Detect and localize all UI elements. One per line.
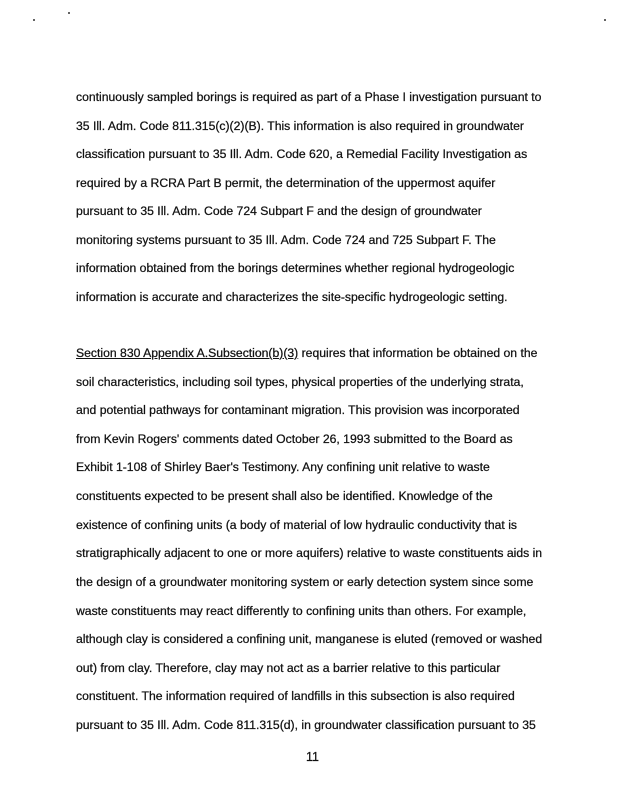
text-span: requires that information be obtained on the <box>298 346 538 360</box>
text-line: stratigraphically adjacent to one or more aquifers) relative to waste constituents aids in <box>76 546 543 560</box>
text-line: monitoring systems pursuant to 35 Ill. Adm. Code 724 and 725 Subpart F. The <box>76 233 496 247</box>
text-line: information obtained from the borings determines whether regional hydrogeologic <box>76 261 515 275</box>
text-line: classification pursuant to 35 Ill. Adm. Code 620, a Remedial Facility Investigation as <box>76 147 528 161</box>
text-line: and potential pathways for contaminant migration. This provision was incorporated <box>76 403 520 417</box>
text-line: pursuant to 35 Ill. Adm. Code 811.315(d), in groundwater classification pursuant to 35 <box>76 718 536 732</box>
text-line: existence of confining units (a body of material of low hydraulic conductivity that is <box>76 518 518 532</box>
section-reference: Section 830 Appendix A.Subsection(b)(3) <box>76 346 299 360</box>
text-line: constituents expected to be present shall also be identified. Knowledge of the <box>76 489 493 503</box>
text-line: Exhibit 1-108 of Shirley Baer's Testimony. Any confining unit relative to waste <box>76 460 490 474</box>
text-line: required by a RCRA Part B permit, the determination of the uppermost aquifer <box>76 176 496 190</box>
text-line: continuously sampled borings is required as part of a Phase I investigation pursuant to <box>76 90 542 104</box>
text-line: 35 Ill. Adm. Code 811.315(c)(2)(B). This information is also required in groundwater <box>76 119 524 133</box>
scan-speck <box>68 12 70 14</box>
text-line: information is accurate and characterizes the site-specific hydrogeologic setting. <box>76 290 508 304</box>
text-line: soil characteristics, including soil types, physical properties of the underlying strata, <box>76 375 524 389</box>
text-line <box>76 346 537 360</box>
page-number: 11 <box>306 750 319 764</box>
text-line: pursuant to 35 Ill. Adm. Code 724 Subpart F and the design of groundwater <box>76 204 482 218</box>
scan-speck <box>604 19 606 21</box>
text-line: the design of a groundwater monitoring system or early detection system since some <box>76 575 534 589</box>
text-line: waste constituents may react differently to confining units than others. For example, <box>76 604 527 618</box>
text-line: constituent. The information required of landfills in this subsection is also required <box>76 689 515 703</box>
text-line: out) from clay. Therefore, clay may not act as a barrier relative to this particular <box>76 661 501 675</box>
scan-speck <box>33 19 35 21</box>
text-line: from Kevin Rogers' comments dated October 26, 1993 submitted to the Board as <box>76 432 513 446</box>
text-line: although clay is considered a confining unit, manganese is eluted (removed or washed <box>76 632 543 646</box>
